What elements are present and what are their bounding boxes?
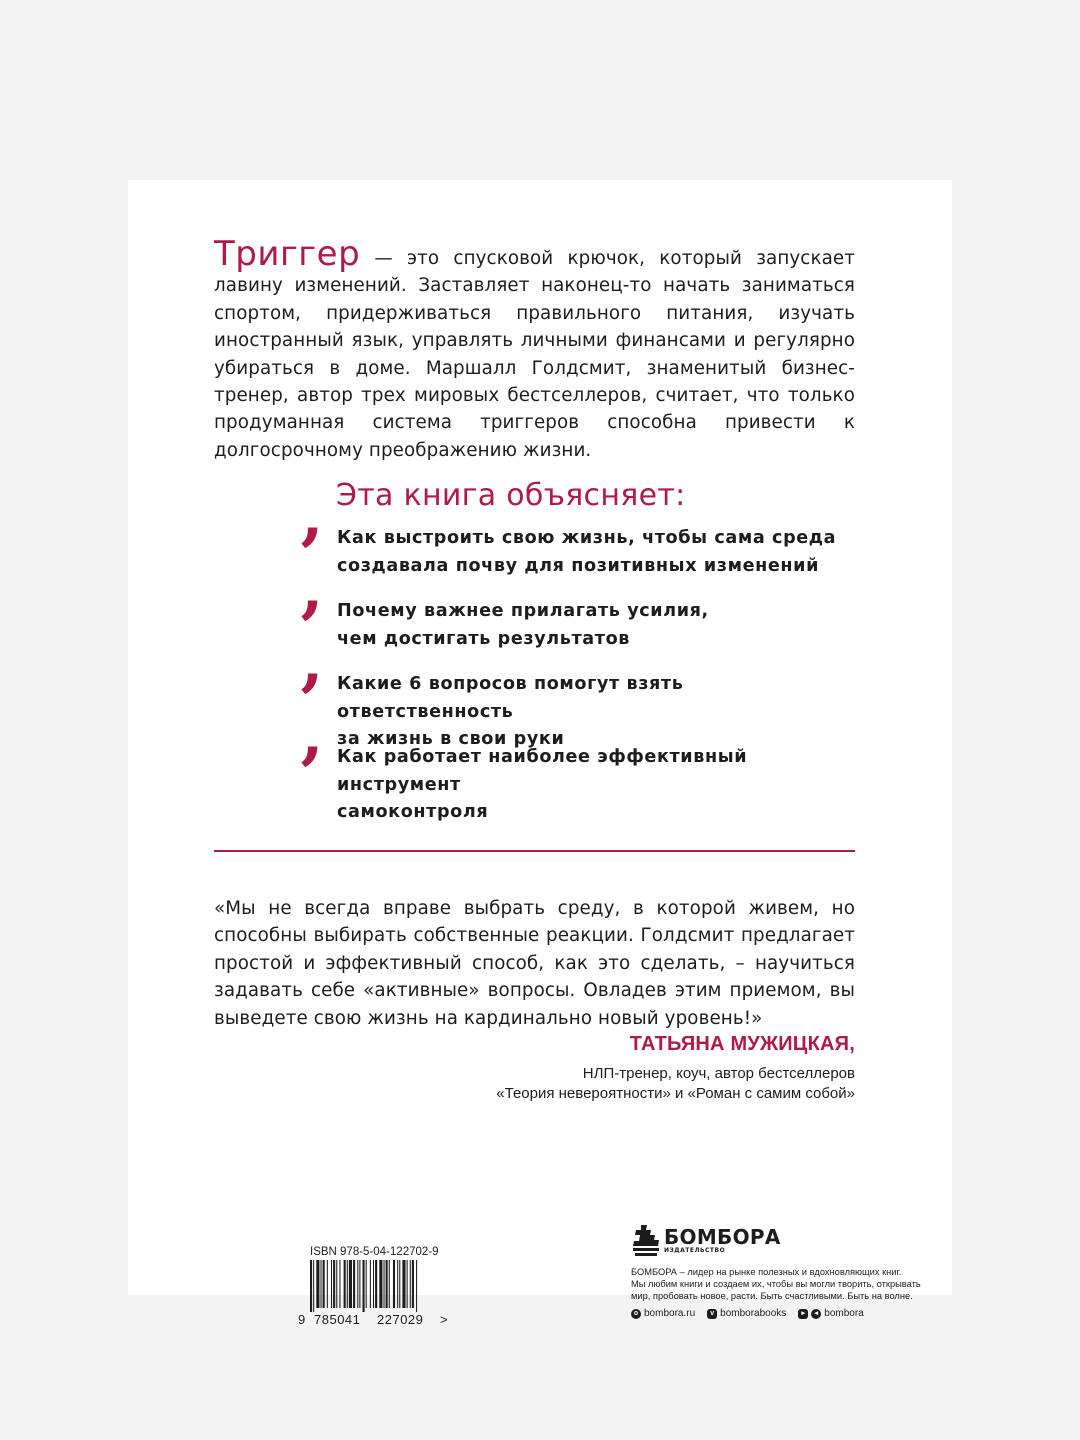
- barcode-bar: [399, 1260, 400, 1308]
- barcode-bar: [375, 1260, 377, 1308]
- quote-author: ТАТЬЯНА МУЖИЦКАЯ,: [629, 1033, 855, 1055]
- section-divider: [214, 850, 855, 852]
- barcode-bar: [310, 1260, 312, 1312]
- publisher-desc-line: БОМБОРА – лидер на рынке полезных и вдохновляющих книг.: [631, 1267, 902, 1277]
- barcode-bar: [363, 1260, 365, 1312]
- review-quote: «Мы не всегда вправе выбрать среду, в которой живем, но способны выбирать собственные реакции. Голдсмит предлагает простой и эффективный способ, как это сделать, – научиться задавать себе «активные» вопросы. Овладев этим приемом, вы выведете свою жизнь на кардинально новый уровень!»: [214, 898, 855, 1029]
- barcode-bar: [379, 1260, 382, 1308]
- barcode-bar: [386, 1260, 388, 1308]
- publisher-sub: ИЗДАТЕЛЬСТВО: [664, 1246, 726, 1254]
- explains-title: Эта книга объясняет:: [336, 478, 686, 513]
- list-item-text: [337, 525, 855, 580]
- barcode-bar: [393, 1260, 395, 1308]
- barcode-bar: [357, 1260, 358, 1308]
- barcode-bar: [316, 1260, 319, 1308]
- barcode-bar: [366, 1260, 367, 1308]
- barcode-bar: [359, 1260, 360, 1308]
- social-link-vk[interactable]: [707, 1308, 786, 1319]
- telegram-icon: ◂: [811, 1309, 821, 1319]
- barcode-bar: [331, 1260, 332, 1308]
- isbn-barcode: [298, 1246, 458, 1326]
- barcode-bar: [344, 1260, 346, 1308]
- barcode-bar: [323, 1260, 325, 1308]
- barcode-arrow: >: [440, 1312, 448, 1326]
- list-item-line: чем достигать результатов: [337, 628, 630, 649]
- list-item-line: Почему важнее прилагать усилия,: [337, 601, 709, 621]
- explains-list: [214, 512, 855, 822]
- publisher-desc-line: Мы любим книги и создаем их, чтобы вы могли творить, открывать: [631, 1279, 921, 1289]
- barcode-bar: [321, 1260, 322, 1308]
- comma-bullet-icon: ’: [298, 512, 324, 597]
- bombora-logo-icon: [631, 1223, 661, 1257]
- quote-author-description: [496, 1064, 855, 1104]
- barcode-icon: [298, 1260, 458, 1326]
- intro-text: — это спусковой крючок, который запускает лавину изменений. Заставляет наконец-то начать заниматься спортом, придерживаться правильного питания, изучать иностранный язык, управлять личными финансами и регулярно убираться в доме. Маршалл Голдсмит, знаменитый бизнес-тренер, автор трех мировых бестселлеров, считает, что только продуманная система триггеров способна привести к долгосрочному преображению жизни.: [214, 248, 855, 461]
- isbn-text: ISBN 978-5-04-122702-9: [310, 1246, 439, 1258]
- barcode-bar: [389, 1260, 390, 1308]
- social-label: bomborabooks: [720, 1308, 787, 1319]
- barcode-group-1: 785041: [314, 1312, 361, 1326]
- barcode-bar: [402, 1260, 405, 1308]
- barcode-bar: [410, 1260, 411, 1308]
- globe-icon: o: [631, 1309, 641, 1319]
- list-item-line: создавала почву для позитивных изменений: [337, 555, 820, 576]
- barcode-bar: [336, 1260, 337, 1308]
- barcode-bar: [412, 1260, 414, 1308]
- barcode-bar: [339, 1260, 340, 1308]
- list-item-line: Как работает наиболее эффективный инструмент: [337, 747, 748, 795]
- publisher-logo: [631, 1222, 951, 1258]
- vk-icon: v: [707, 1309, 717, 1319]
- intro-highlight-word: Триггер: [214, 234, 361, 274]
- publisher-socials: [631, 1308, 951, 1319]
- social-link-youtube-telegram[interactable]: [798, 1308, 863, 1319]
- barcode-bar: [313, 1260, 314, 1312]
- list-item-line: за жизнь в свои руки: [337, 729, 565, 749]
- author-desc-line: «Теория невероятности» и «Роман с самим собой»: [496, 1085, 855, 1102]
- book-back-cover: [128, 180, 952, 1326]
- list-item-line: Какие 6 вопросов помогут взять ответственность: [337, 674, 684, 722]
- intro-paragraph: [214, 234, 855, 464]
- social-label: bombora.ru: [644, 1308, 696, 1319]
- barcode-bar: [407, 1260, 408, 1308]
- barcode-bar: [349, 1260, 352, 1308]
- list-item-text: [337, 671, 855, 754]
- barcode-first-digit: 9: [298, 1312, 306, 1326]
- barcode-bar: [353, 1260, 355, 1308]
- cover-content: [214, 234, 921, 1326]
- comma-bullet-icon: ’: [298, 585, 324, 670]
- barcode-bar: [370, 1260, 371, 1308]
- comma-bullet-icon: ’: [298, 658, 324, 743]
- list-item-line: самоконтроля: [337, 802, 489, 822]
- youtube-icon: ▸: [798, 1309, 808, 1319]
- social-label: bombora: [824, 1308, 864, 1319]
- publisher-name: БОМБОРА: [664, 1224, 781, 1249]
- barcode-bar: [373, 1260, 374, 1308]
- publisher-block: [631, 1222, 951, 1319]
- barcode-bar: [327, 1260, 328, 1308]
- comma-bullet-icon: ’: [298, 731, 324, 816]
- social-link-site[interactable]: [631, 1308, 695, 1319]
- barcode-bar: [384, 1260, 385, 1308]
- barcode-bar: [333, 1260, 335, 1308]
- barcode-bar: [416, 1260, 417, 1312]
- publisher-desc-line: мир, пробовать новое, расти. Быть счастливыми. Быть на волне.: [631, 1291, 913, 1301]
- list-item-text: [337, 598, 855, 653]
- author-desc-line: НЛП-тренер, коуч, автор бестселлеров: [582, 1065, 855, 1082]
- barcode-bar: [397, 1260, 398, 1308]
- barcode-bar: [347, 1260, 348, 1308]
- publisher-description: [631, 1266, 951, 1302]
- list-item-line: Как выстроить свою жизнь, чтобы сама среда: [337, 528, 837, 548]
- list-item-text: [337, 744, 855, 827]
- barcode-group-2: 227029: [377, 1312, 424, 1326]
